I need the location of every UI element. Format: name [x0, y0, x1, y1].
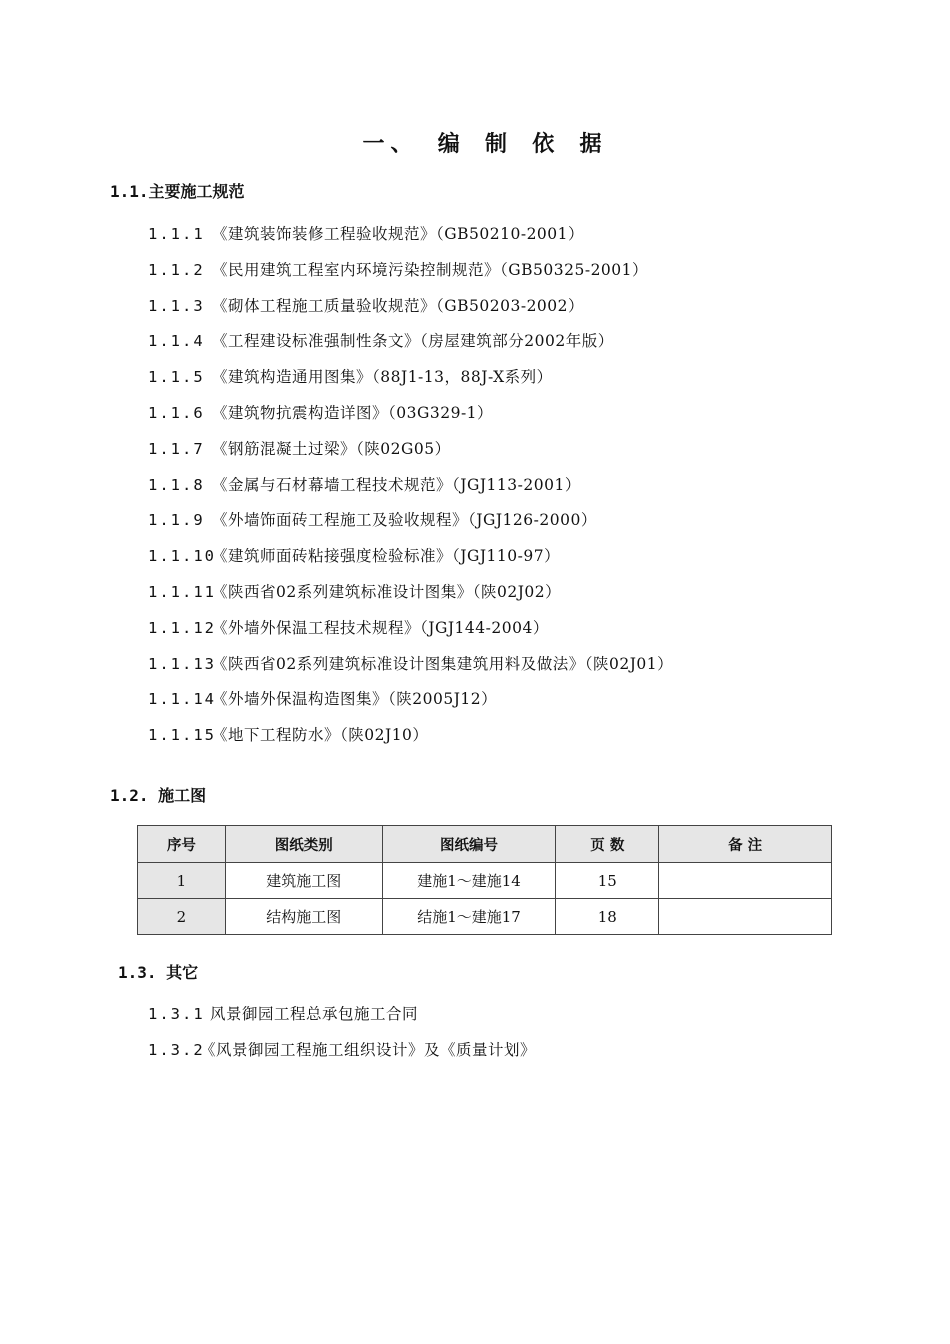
item-text: 《陕西省02系列建筑标准设计图集》（陕02J02） [212, 582, 562, 601]
list-item [148, 294, 673, 330]
item-number: 1.1.4 [148, 332, 205, 351]
item-number: 1.1.15 [148, 726, 216, 745]
item-text: 《建筑师面砖粘接强度检验标准》（JGJ110-97） [212, 547, 561, 566]
item-number: 1.1.3 [148, 296, 205, 315]
cell-category: 建筑施工图 [225, 863, 382, 899]
column-header-drawing-number: 图纸编号 [382, 826, 556, 863]
drawings-table [137, 825, 832, 935]
item-number: 1.1.11 [148, 582, 216, 601]
list-item [148, 652, 673, 688]
column-header-category: 图纸类别 [225, 826, 382, 863]
list-item [148, 365, 673, 401]
cell-drawing-number: 建施1～建施14 [382, 863, 556, 899]
item-text: 《风景御园工程施工组织设计》及《质量计划》 [200, 1040, 537, 1059]
column-header-pages: 页 数 [556, 826, 659, 863]
list-item [148, 687, 673, 723]
item-text: 《工程建设标准强制性条文》（房屋建筑部分2002年版） [212, 332, 614, 351]
list-item [148, 437, 673, 473]
section-heading-standards: 1.1.主要施工规范 [110, 182, 245, 201]
item-text: 《民用建筑工程室内环境污染控制规范》（GB50325-2001） [212, 260, 649, 279]
cell-remarks [659, 899, 832, 935]
item-number: 1.1.6 [148, 403, 205, 422]
cell-drawing-number: 结施1～建施17 [382, 899, 556, 935]
item-number: 1.1.13 [148, 654, 216, 673]
cell-remarks [659, 863, 832, 899]
item-text: 《外墙饰面砖工程施工及验收规程》（JGJ126-2000） [212, 511, 597, 530]
page-title: 一、 编 制 依 据 [362, 131, 608, 157]
list-item [148, 1002, 536, 1038]
cell-pages: 15 [556, 863, 659, 899]
cell-category: 结构施工图 [225, 899, 382, 935]
list-item [148, 616, 673, 652]
column-header-index: 序号 [138, 826, 226, 863]
item-text: 风景御园工程总承包施工合同 [210, 1005, 419, 1023]
item-number: 1.1.12 [148, 618, 216, 637]
item-text: 《外墙外保温构造图集》（陕2005J12） [212, 690, 498, 709]
list-item [148, 1038, 536, 1074]
item-number: 1.1.14 [148, 690, 216, 709]
cell-pages: 18 [556, 899, 659, 935]
cell-index: 1 [138, 863, 226, 899]
item-text: 《建筑装饰装修工程验收规范》（GB50210-2001） [212, 225, 585, 243]
list-item [148, 580, 673, 616]
item-text: 《地下工程防水》（陕02J10） [212, 726, 429, 745]
item-text: 《砌体工程施工质量验收规范》（GB50203-2002） [212, 296, 585, 315]
item-text: 《外墙外保温工程技术规程》（JGJ144-2004） [212, 618, 549, 637]
item-number: 1.1.8 [148, 475, 205, 494]
list-item [148, 258, 673, 294]
table-row [138, 863, 832, 899]
item-number: 1.3.2 [148, 1040, 205, 1059]
list-item [148, 544, 673, 580]
item-text: 《钢筋混凝土过梁》（陕02G05） [212, 439, 451, 458]
section-heading-other: 1.3. 其它 [118, 963, 199, 982]
item-number: 1.1.2 [148, 260, 205, 279]
cell-index: 2 [138, 899, 226, 935]
item-number: 1.1.7 [148, 439, 205, 458]
list-item [148, 222, 673, 258]
item-number: 1.1.1 [148, 225, 205, 243]
item-text: 《建筑构造通用图集》（88J1-13，88J-X系列） [212, 368, 553, 387]
list-item [148, 473, 673, 509]
list-item [148, 508, 673, 544]
item-number: 1.3.1 [148, 1005, 205, 1023]
item-text: 《建筑物抗震构造详图》（03G329-1） [212, 403, 494, 422]
column-header-remarks: 备 注 [659, 826, 832, 863]
item-number: 1.1.9 [148, 511, 205, 530]
list-item [148, 329, 673, 365]
table-row [138, 899, 832, 935]
section-heading-drawings: 1.2. 施工图 [110, 786, 207, 805]
other-list [148, 1002, 536, 1074]
item-number: 1.1.5 [148, 368, 205, 387]
item-number: 1.1.10 [148, 547, 216, 566]
table-header-row [138, 826, 832, 863]
list-item [148, 401, 673, 437]
item-text: 《陕西省02系列建筑标准设计图集建筑用料及做法》（陕02J01） [212, 654, 674, 673]
item-text: 《金属与石材幕墙工程技术规范》（JGJ113-2001） [212, 475, 581, 494]
standards-list [148, 222, 673, 759]
list-item [148, 723, 673, 759]
